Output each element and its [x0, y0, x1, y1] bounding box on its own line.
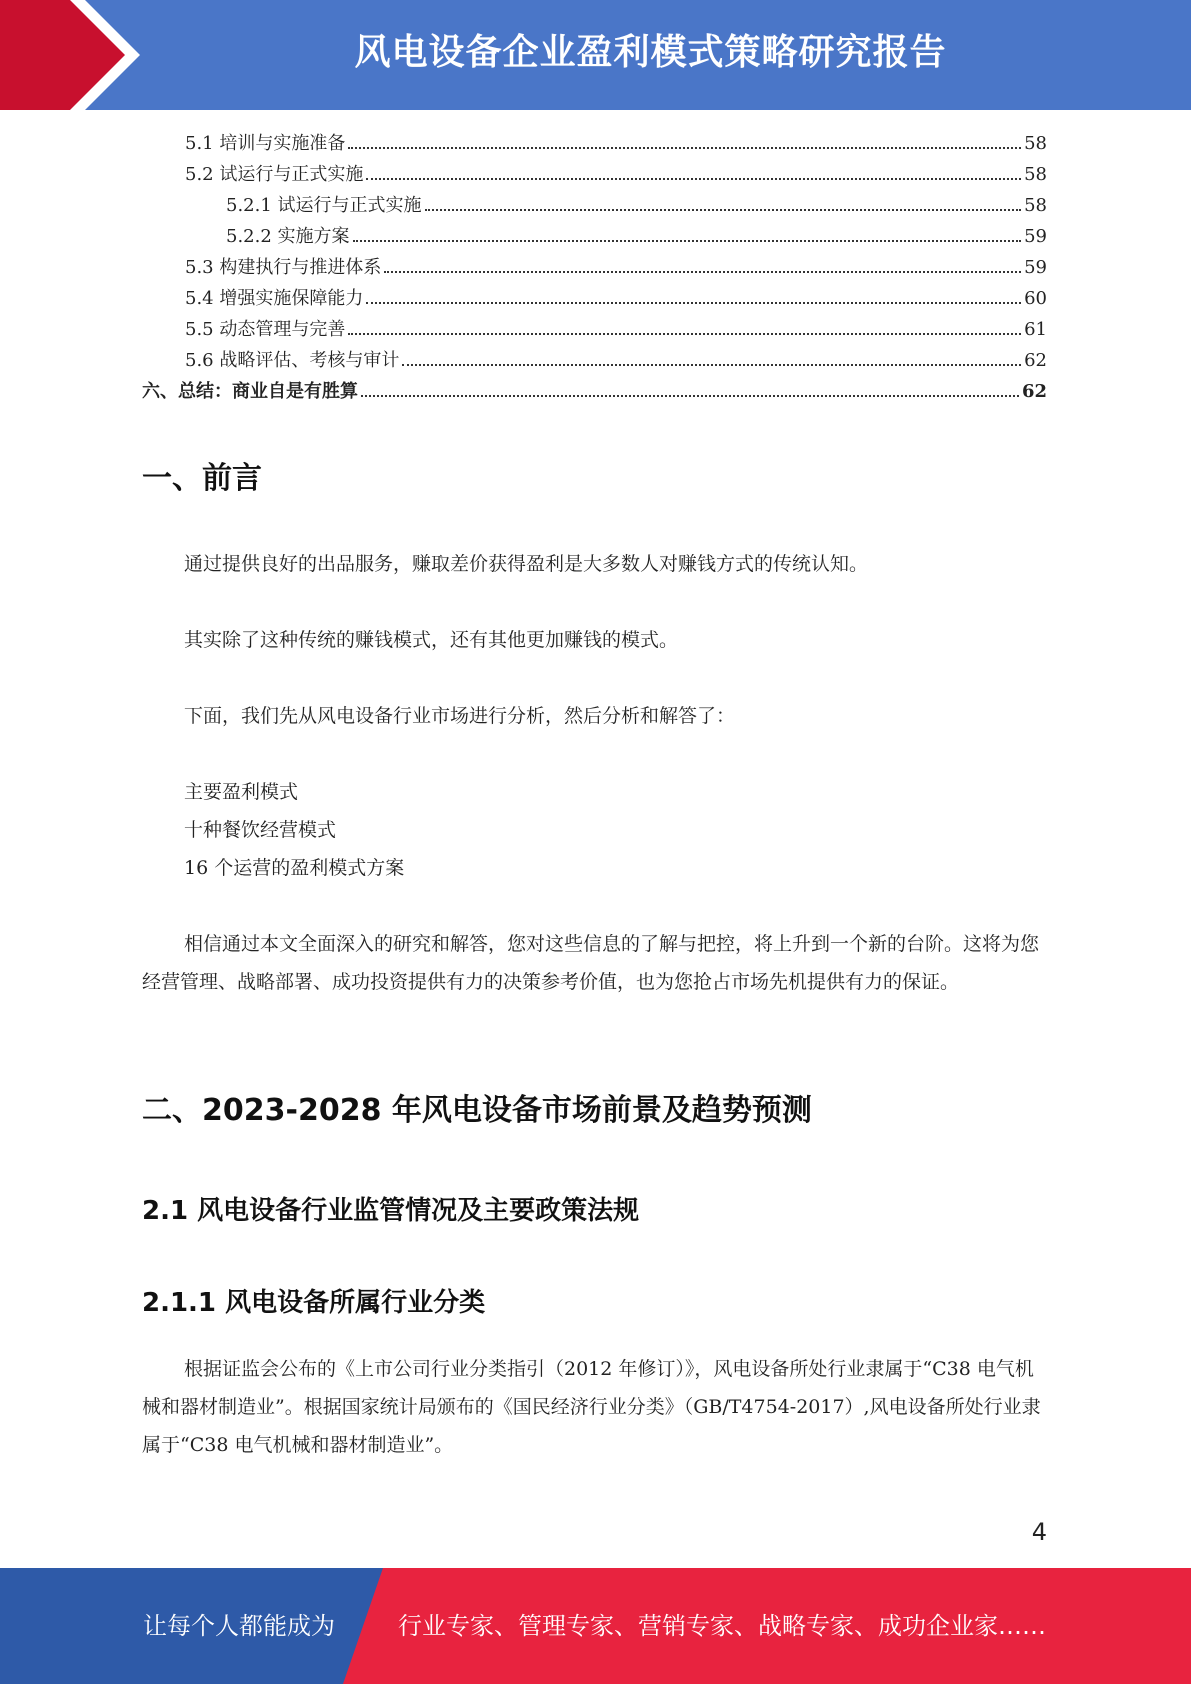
- paragraph: 下面，我们先从风电设备行业市场进行分析，然后分析和解答了：: [184, 705, 736, 727]
- section-heading-market: 二、2023-2028 年风电设备市场前景及趋势预测: [142, 1093, 812, 1128]
- paragraph: 根据证监会公布的《上市公司行业分类指引（2012 年修订）》，风电设备所处行业隶属于“C38 电气机械和器材制造业”。根据国家统计局颁布的《国民经济行业分类》（GB/T4754-2017）,风电设备所处行业隶属于“C38 电气机械和器材制造业”。: [142, 1358, 1041, 1456]
- toc-entry-page: 60: [1024, 288, 1047, 309]
- toc-entry-label: 5.5 动态管理与完善: [185, 319, 346, 340]
- toc-entry-page: 58: [1024, 133, 1047, 154]
- toc-leader-dots: [384, 271, 1021, 273]
- report-title: 风电设备企业盈利模式策略研究报告: [354, 32, 947, 73]
- toc-leader-dots: [402, 364, 1021, 366]
- toc-entry-label: 5.3 构建执行与推进体系: [185, 257, 382, 278]
- toc-leader-dots: [348, 147, 1021, 149]
- toc-entry-page: 58: [1024, 164, 1047, 185]
- list-item: 16 个运营的盈利模式方案: [184, 857, 405, 879]
- toc-entry-page: 62: [1021, 381, 1047, 402]
- toc-entry-label: 5.1 培训与实施准备: [185, 133, 346, 154]
- toc-entry-page: 59: [1024, 257, 1047, 278]
- toc-entry[interactable]: [142, 252, 1047, 283]
- toc-entry-page: 62: [1024, 350, 1047, 371]
- section-heading-preface: 一、前言: [142, 461, 262, 496]
- toc-entry[interactable]: [142, 376, 1047, 407]
- page-number: 4: [1031, 1518, 1047, 1546]
- toc-entry[interactable]: [142, 283, 1047, 314]
- toc-entry[interactable]: [142, 128, 1047, 159]
- page-footer: [0, 1568, 1191, 1684]
- toc-entry-page: 59: [1024, 226, 1047, 247]
- toc-leader-dots: [361, 395, 1019, 397]
- footer-slogan-left: 让每个人都能成为: [143, 1612, 335, 1640]
- toc-entry-label: 5.2.2 实施方案: [226, 226, 350, 247]
- toc-entry[interactable]: [142, 159, 1047, 190]
- paragraph: 通过提供良好的出品服务，赚取差价获得盈利是大多数人对赚钱方式的传统认知。: [184, 553, 869, 575]
- list-item: 主要盈利模式: [184, 781, 299, 803]
- paragraph: 相信通过本文全面深入的研究和解答，您对这些信息的了解与把控，将上升到一个新的台阶。这将为您经营管理、战略部署、成功投资提供有力的决策参考价值，也为您抢占市场先机提供有力的保证。: [142, 933, 1040, 993]
- toc-entry-label: 六、总结：商业自是有胜算: [142, 381, 358, 402]
- toc-entry[interactable]: [142, 345, 1047, 376]
- paragraph: 其实除了这种传统的赚钱模式，还有其他更加赚钱的模式。: [184, 629, 679, 651]
- toc-entry-label: 5.2 试运行与正式实施: [185, 164, 364, 185]
- toc-entry-label: 5.4 增强实施保障能力: [185, 288, 364, 309]
- toc-entry-page: 61: [1024, 319, 1047, 340]
- toc-leader-dots: [348, 333, 1021, 335]
- toc-entry-label: 5.6 战略评估、考核与审计: [185, 350, 400, 371]
- toc-leader-dots: [366, 178, 1021, 180]
- page-header: [0, 0, 1191, 110]
- toc-entry-page: 58: [1024, 195, 1047, 216]
- toc-leader-dots: [366, 302, 1021, 304]
- toc-entry[interactable]: [142, 221, 1047, 252]
- table-of-contents: [142, 128, 1047, 407]
- list-item: 十种餐饮经营模式: [184, 819, 337, 841]
- footer-slogan-right: 行业专家、管理专家、营销专家、战略专家、成功企业家……: [398, 1612, 1046, 1640]
- subsection-heading: 2.1 风电设备行业监管情况及主要政策法规: [142, 1196, 640, 1226]
- toc-entry[interactable]: [142, 190, 1047, 221]
- toc-entry-label: 5.2.1 试运行与正式实施: [226, 195, 422, 216]
- subsubsection-heading: 2.1.1 风电设备所属行业分类: [142, 1288, 486, 1318]
- toc-leader-dots: [425, 209, 1022, 211]
- toc-entry[interactable]: [142, 314, 1047, 345]
- toc-leader-dots: [353, 240, 1022, 242]
